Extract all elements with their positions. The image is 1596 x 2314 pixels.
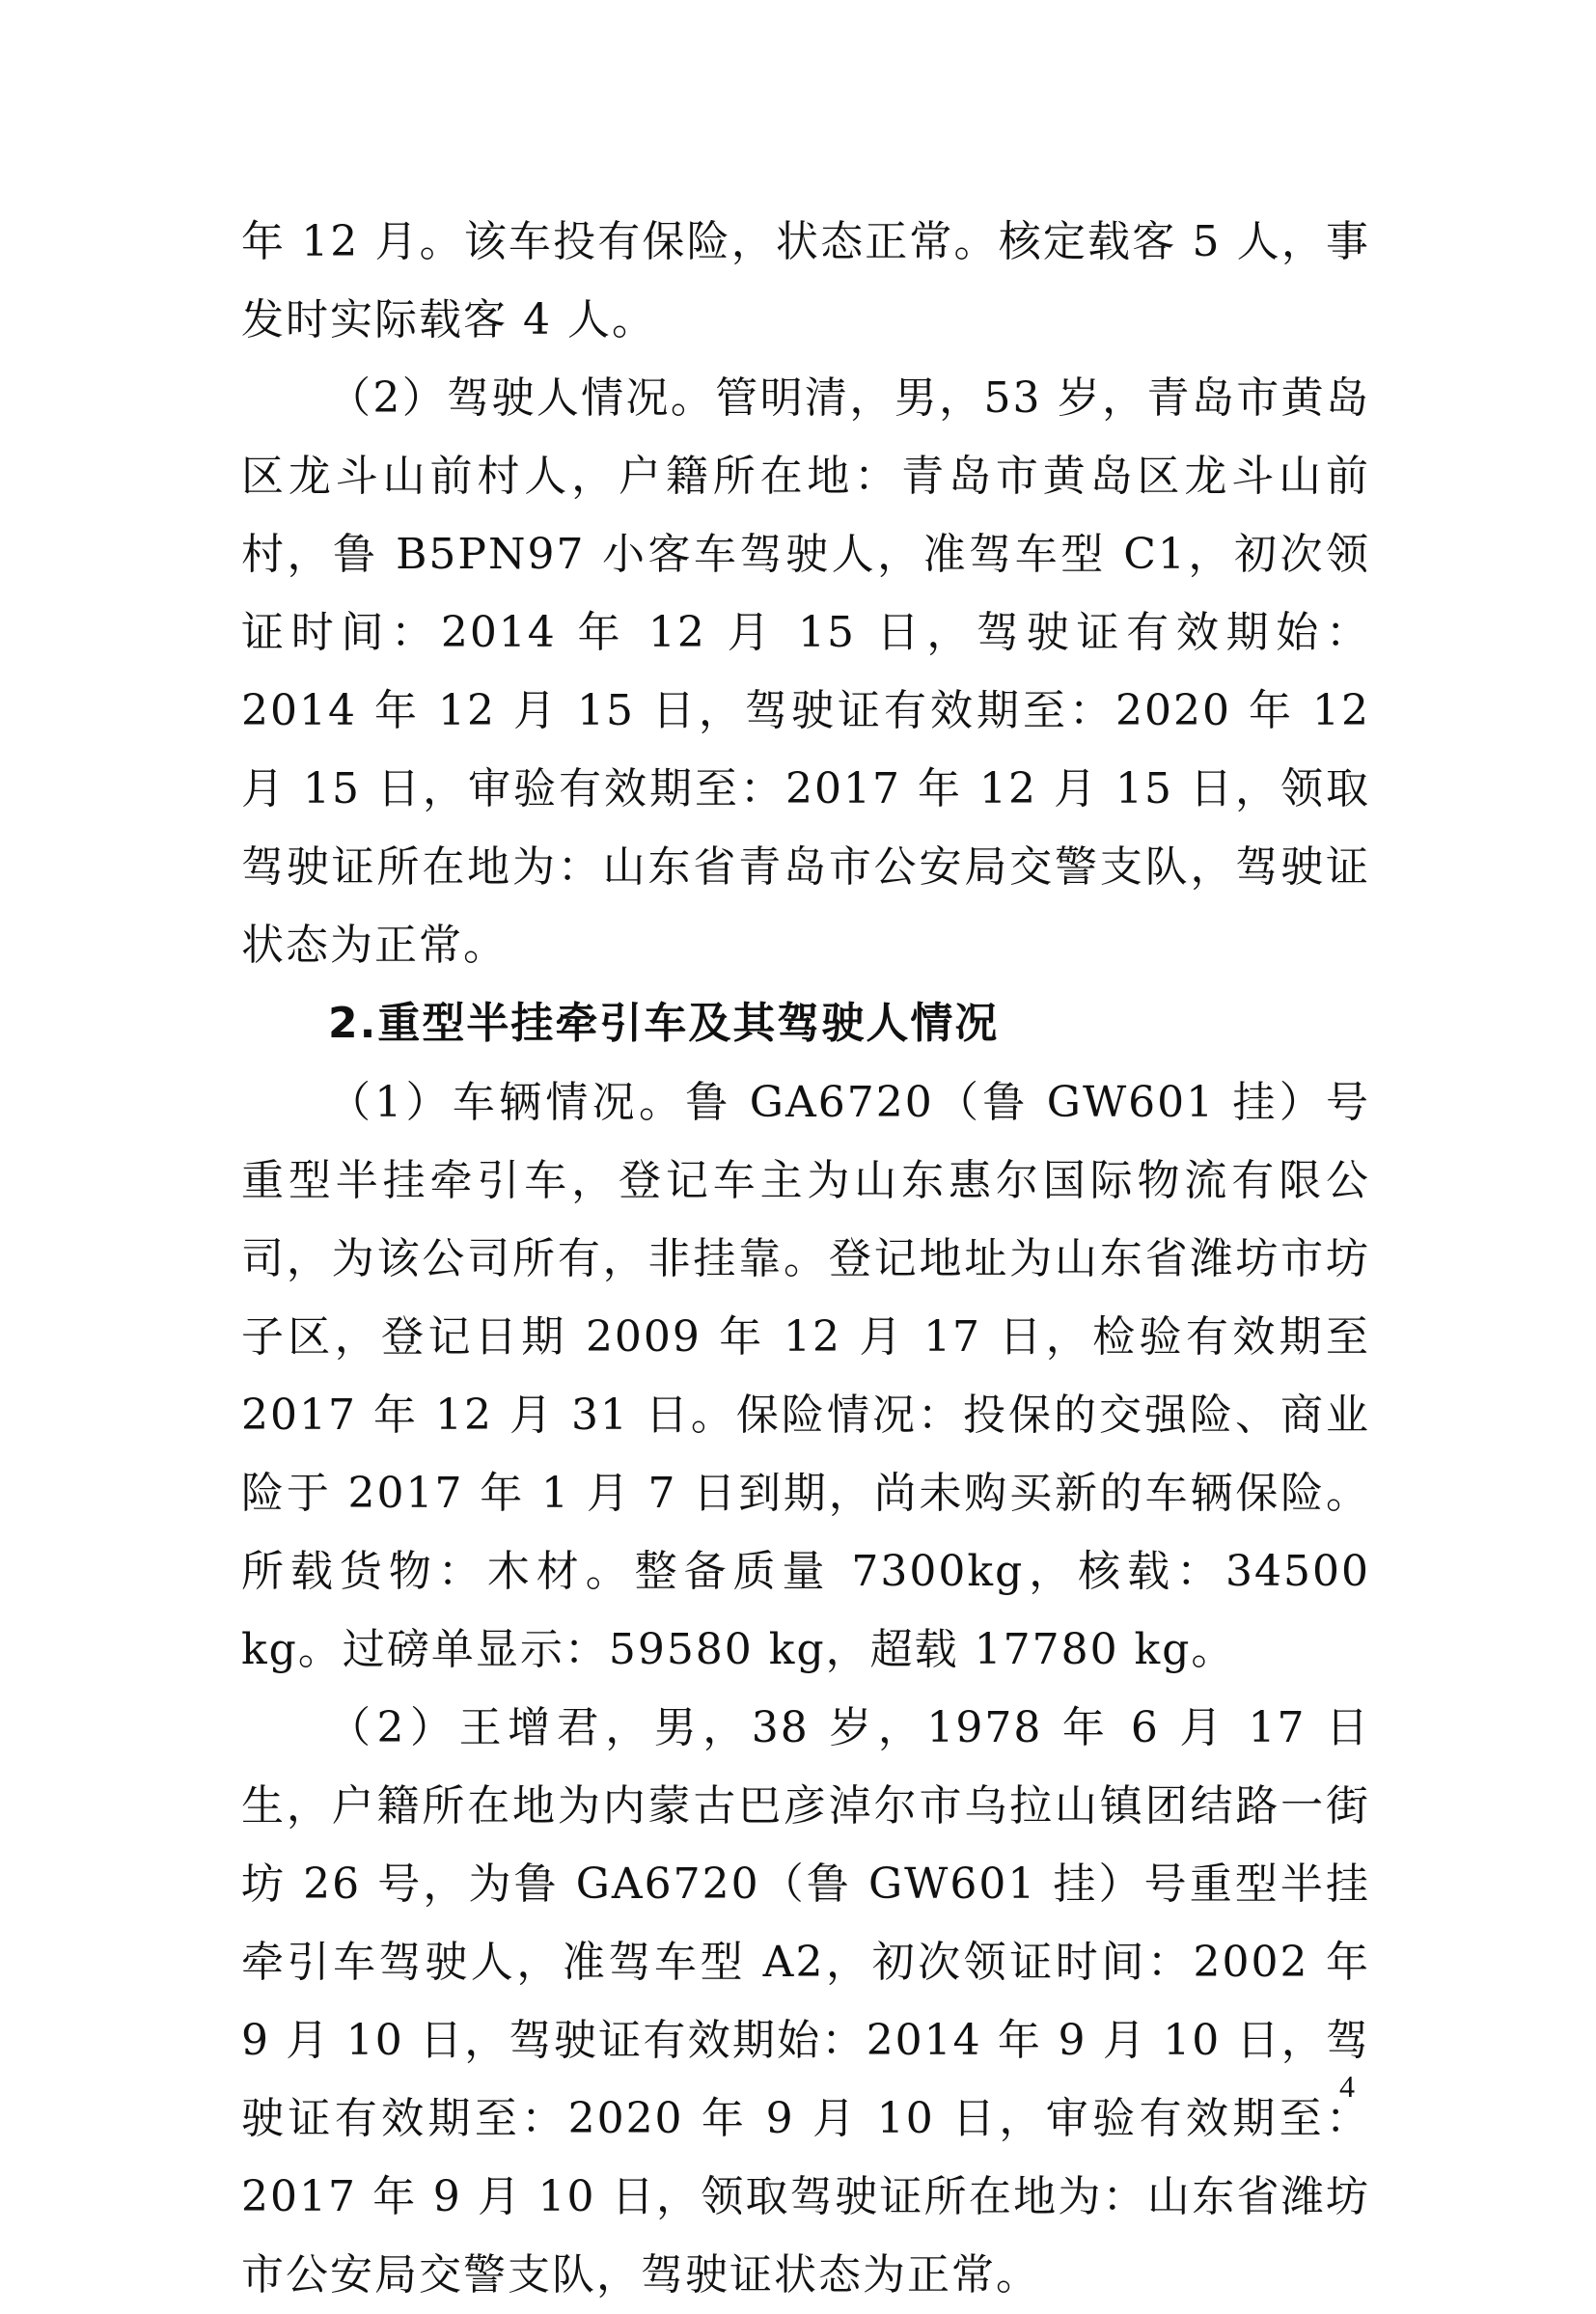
paragraph-driver-info: （2）驾驶人情况。管明清，男，53 岁，青岛市黄岛区龙斗山前村人，户籍所在地：青岛市黄岛区龙斗山前村，鲁 B5PN97 小客车驾驶人，准驾车型 C1，初次领证时间：2014 年 12 月 15 日，驾驶证有效期始：2014 年 12 月 15 日，驾驶证有效期至：2020 年 12 月 15 日，审验有效期至：2017 年 12 月 15 日，领取驾驶证所在地为：山东省青岛市公安局交警支队，驾驶证状态为正常。 [241,373,1370,970]
section-heading: 2.重型半挂牵引车及其驾驶人情况 [328,999,1000,1048]
paragraph-vehicle-insurance: 年 12 月。该车投有保险，状态正常。核定载客 5 人，事发时实际载客 4 人。 [241,217,1370,344]
document-body [241,203,1370,2314]
paragraph-truck-vehicle-info: （1）车辆情况。鲁 GA6720（鲁 GW601 挂）号重型半挂牵引车，登记车主为山东惠尔国际物流有限公司，为该公司所有，非挂靠。登记地址为山东省潍坊市坊子区，登记日期 2009 年 12 月 17 日，检验有效期至 2017 年 12 月 31 日。保险情况：投保的交强险、商业险于 2017 年 1 月 7 日到期，尚未购买新的车辆保险。所载货物：木材。整备质量 7300kg，核载：34500 kg。过磅单显示：59580 kg，超载 17780 kg。 [241,1078,1370,1674]
paragraph-truck-driver-info: （2）王增君，男，38 岁，1978 年 6 月 17 日生，户籍所在地为内蒙古巴彦淖尔市乌拉山镇团结路一街坊 26 号，为鲁 GA6720（鲁 GW601 挂）号重型半挂牵引车驾驶人，准驾车型 A2，初次领证时间：2002 年 9 月 10 日，驾驶证有效期始：2014 年 9 月 10 日，驾驶证有效期至：2020 年 9 月 10 日，审验有效期至：2017 年 9 月 10 日，领取驾驶证所在地为：山东省潍坊市公安局交警支队，驾驶证状态为正常。 [241,1703,1370,2300]
page-number: 4 [1339,2069,1355,2104]
